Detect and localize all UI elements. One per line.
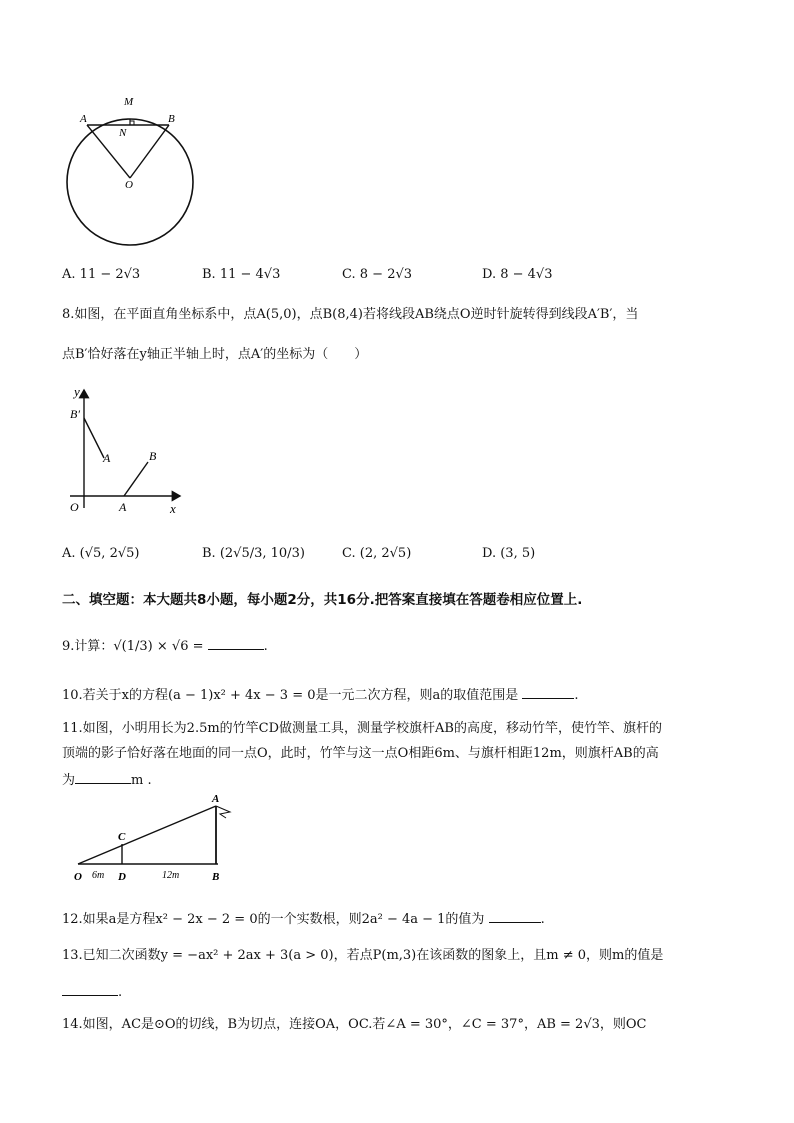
q7-circle-figure <box>60 92 200 252</box>
q10-answer-blank[interactable] <box>522 686 574 699</box>
label-o: O <box>70 500 79 514</box>
q11-answer-blank[interactable] <box>75 771 131 784</box>
label-12m: 12m <box>162 870 180 881</box>
label-b: B <box>149 449 157 463</box>
segment-ob <box>130 125 169 178</box>
q9: 9.计算：√(1/3) × √6 = . <box>62 639 268 654</box>
label-a: A <box>212 793 220 805</box>
q8-coordinate-figure <box>62 380 192 520</box>
section-2-heading: 二、填空题：本大题共8小题，每小题2分，共16分.把答案直接填在答题卷相应位置上. <box>62 592 583 608</box>
label-b: B <box>212 871 220 883</box>
q8-choice-a: A. (√5, 2√5) <box>62 546 140 561</box>
label-a: A <box>80 113 87 125</box>
line-oa <box>78 806 216 864</box>
q7-choice-b: B. 11 − 4√3 <box>202 267 281 282</box>
q8-choice-d: D. (3, 5) <box>482 546 536 561</box>
label-o: O <box>74 871 82 883</box>
label-d: D <box>118 871 126 883</box>
q7-choice-a: A. 11 − 2√3 <box>62 267 141 282</box>
label-b-prime: B′ <box>70 407 80 421</box>
label-o: O <box>125 179 133 191</box>
q7-choice-c: C. 8 − 2√3 <box>342 267 413 282</box>
label-m: M <box>124 96 134 108</box>
q12-text: 12.如果a是方程x² − 2x − 2 = 0的一个实数根，则2a² − 4a − 1的值为 <box>62 912 485 927</box>
q12: 12.如果a是方程x² − 2x − 2 = 0的一个实数根，则2a² − 4a − 1的值为 . <box>62 912 545 927</box>
q8-choice-b: B. (2√5/3, 10/3) <box>202 546 305 561</box>
q11-flagpole-figure <box>70 790 250 890</box>
q10-text: 10.若关于x的方程(a − 1)x² + 4x − 3 = 0是一元二次方程，则a的取值范围是 <box>62 688 519 703</box>
label-y: y <box>74 384 80 399</box>
q9-answer-blank[interactable] <box>208 637 264 650</box>
label-b: B <box>168 113 175 125</box>
q11-line2: 顶端的影子恰好落在地面的同一点O，此时，竹竿与这一点O相距6m、与旗杆相距12m，则旗杆AB的高 <box>62 746 659 761</box>
q9-text: 9.计算：√(1/3) × √6 = <box>62 639 204 654</box>
q14-text: 14.如图，AC是⊙O的切线，B为切点，连接OA，OC.若∠A = 30°，∠C = 37°，AB = 2√3，则OC <box>62 1017 647 1032</box>
q10: 10.若关于x的方程(a − 1)x² + 4x − 3 = 0是一元二次方程，则a的取值范围是 . <box>62 688 579 703</box>
q8-line2: 点B′恰好落在y轴正半轴上时，点A′的坐标为（ ） <box>62 347 368 362</box>
label-6m: 6m <box>92 870 105 881</box>
flag <box>216 806 230 818</box>
label-x: x <box>170 501 176 516</box>
q13-answer: . <box>62 983 122 1001</box>
q11-line3: 为 m . <box>62 773 152 788</box>
label-n: N <box>119 127 127 139</box>
label-a: A <box>119 500 127 514</box>
q13-text: 13.已知二次函数y = −ax² + 2ax + 3(a > 0)，若点P(m,3)在该函数的图象上，且m ≠ 0，则m的值是 <box>62 948 664 963</box>
segment-apbp <box>84 418 104 458</box>
q7-choice-d: D. 8 − 4√3 <box>482 267 553 282</box>
segment-ab <box>124 462 148 496</box>
q8-line1: 8.如图，在平面直角坐标系中，点A(5,0)，点B(8,4)若将线段AB绕点O逆时针旋转得到线段A′B′，当 <box>62 307 639 322</box>
label-a-prime: A <box>103 451 111 465</box>
q12-answer-blank[interactable] <box>489 910 541 923</box>
q13-answer-blank[interactable] <box>62 983 118 996</box>
label-c: C <box>118 831 126 843</box>
q11-line1: 11.如图，小明用长为2.5m的竹竿CD做测量工具，测量学校旗杆AB的高度，移动竹竿，使竹竿、旗杆的 <box>62 721 662 736</box>
q8-choice-c: C. (2, 2√5) <box>342 546 412 561</box>
